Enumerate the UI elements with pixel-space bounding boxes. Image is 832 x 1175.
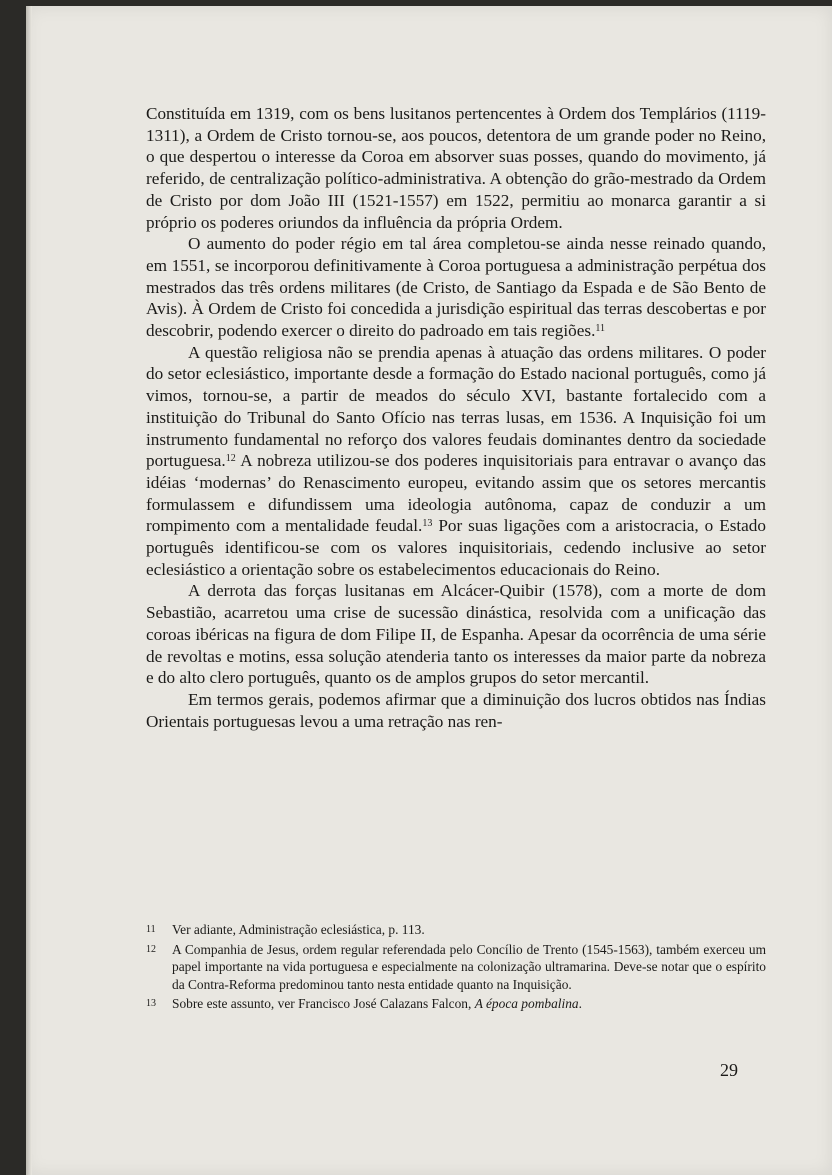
footnote-number: 12 (146, 943, 156, 955)
page-number: 29 (720, 1060, 738, 1080)
book-page (26, 6, 832, 1175)
footnote-text (172, 941, 766, 994)
footnotes (146, 921, 766, 1015)
text-run: A nobreza utilizou-se dos poderes inquisitoriais para entravar o avanço das idéias ‘modernas’ do Renascimento europeu, evitando assim que os setores mercantis formulassem e difundissem uma ideologia autônoma, capaz de conduzir a um rompimento com a mentalidade feudal. (146, 451, 766, 536)
paragraph (146, 233, 766, 342)
footnote-text (172, 921, 766, 939)
text-run: A derrota das forças lusitanas em Alcácer-Quibir (1578), com a morte de dom Sebastião, acarretou uma crise de sucessão dinástica, resolvida com a unificação das coroas ibéricas na figura de dom Filipe II, de Espanha. Apesar da ocorrência de uma série de revoltas e motins, essa solução atenderia tanto os interesses da maior parte da nobreza e do alto clero português, quanto os de amplos grupos do setor mercantil. (146, 581, 766, 688)
text-run: O aumento do poder régio em tal área completou-se ainda nesse reinado quando, em 1551, se incorporou definitivamente à Coroa portuguesa a administração perpétua dos mestrados das três ordens militares (de Cristo, de Santiago da Espada e de São Bento de Avis). À Ordem de Cristo foi concedida a jurisdição espiritual das terras descobertas e por descobrir, podendo exercer o direito do padroado em tais regiões. (146, 234, 766, 341)
footnote-number: 13 (146, 998, 156, 1010)
text-run: Sobre este assunto, ver Francisco José Calazans Falcon, (172, 996, 475, 1012)
paragraph (146, 580, 766, 689)
footnote (146, 921, 766, 939)
text-run: Constituída em 1319, com os bens lusitanos pertencentes à Ordem dos Templários (1119-1311), a Ordem de Cristo tornou-se, aos poucos, detentora de um grande poder no Reino, o que despertou o interesse da Coroa em absorver suas posses, quando do movimento, já referido, de centralização político-administrativa. A obtenção do grão-mestrado da Ordem de Cristo por dom João III (1521-1557) em 1522, permitiu ao monarca garantir a si próprio os poderes oriundos da influência da própria Ordem. (146, 104, 766, 232)
footnote-number: 11 (146, 924, 156, 935)
paragraph (146, 342, 766, 581)
text-run: A questão religiosa não se prendia apenas à atuação das ordens militares. O poder do setor eclesiástico, importante desde a formação do Estado nacional português, como já vimos, tornou-se, a partir de meados do século XVI, bastante fortalecido com a instituição do Tribunal do Santo Ofício nas terras lusas, em 1536. A Inquisição foi um instrumento fundamental no reforço dos valores feudais dominantes dentro da sociedade portuguesa. (146, 342, 766, 471)
footnote-reference: 13 (422, 518, 433, 530)
text-run: Ver adiante, Administração eclesiástica, p. 113. (172, 922, 425, 937)
footnote (146, 941, 766, 994)
text-run: Em termos gerais, podemos afirmar que a diminuição dos lucros obtidos nas Índias Orientais portuguesas levou a uma retração nas ren- (146, 689, 766, 731)
italic-title: A época pombalina (474, 996, 579, 1012)
body-text (146, 103, 766, 732)
footnote-reference: 11 (595, 323, 606, 335)
text-run: A Companhia de Jesus, ordem regular referendada pelo Concílio de Trento (1545-1563), também exerceu um papel importante na vida portuguesa e especialmente na colonização ultramarina. Deve-se notar que o espírito da Contra-Reforma predominou tanto nesta entidade quanto na Inquisição. (172, 941, 766, 992)
text-run: . (578, 996, 582, 1012)
footnote (146, 995, 766, 1013)
footnote-text (172, 995, 766, 1013)
paragraph (146, 103, 766, 233)
text-run: Por suas ligações com a aristocracia, o Estado português identificou-se com os valores inquisitoriais, cedendo inclusive ao setor eclesiástico a orientação sobre os estabelecimentos educacionais do Reino. (146, 516, 766, 579)
paragraph (146, 689, 766, 732)
footnote-reference: 12 (225, 453, 236, 465)
